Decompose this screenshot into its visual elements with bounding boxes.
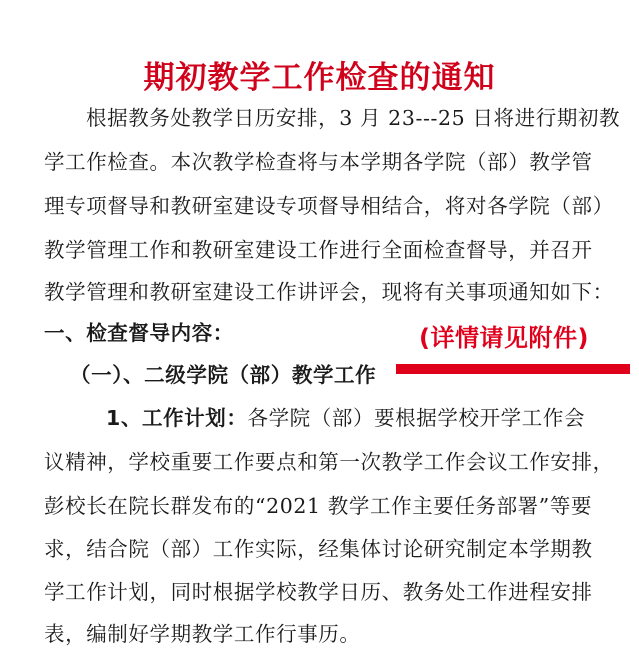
detail-note-banner: (详情请见附件) <box>398 318 610 358</box>
paragraph-line: 彭校长在院长群发布的“2021 教学工作主要任务部署”等要 <box>44 494 593 518</box>
subsection-heading: （一）、二级学院（部）教学工作 <box>70 363 377 387</box>
paragraph-line: 学工作计划，同时根据学校教学日历、教务处工作进程安排 <box>44 580 593 604</box>
paragraph-line: 根据教务处教学日历安排，3 月 23---25 日将进行期初教 <box>86 106 621 130</box>
item-first-line <box>106 401 585 431</box>
paragraph-line: 理专项督导和教研室建设专项督导相结合，将对各学院（部） <box>44 194 614 218</box>
section-heading: 一、检查督导内容： <box>44 321 234 345</box>
item-label: 1、工作计划： <box>106 406 248 430</box>
paragraph-line: 表，编制好学期教学工作行事历。 <box>44 622 361 646</box>
document-title: 期初教学工作检查的通知 <box>143 60 496 96</box>
paragraph-line: 议精神，学校重要工作要点和第一次教学工作会议工作安排， <box>44 450 614 474</box>
paragraph-line: 学工作检查。本次教学检查将与本学期各学院（部）教学管 <box>44 150 593 174</box>
red-underline-bar <box>396 364 630 374</box>
item-text: 各学院（部）要根据学校开学工作会 <box>247 406 586 430</box>
paragraph-line: 教学管理和教研室建设工作讲评会，现将有关事项通知如下： <box>44 280 614 304</box>
paragraph-line: 教学管理工作和教研室建设工作进行全面检查督导，并召开 <box>44 238 593 262</box>
paragraph-line: 求，结合院（部）工作实际，经集体讨论研究制定本学期教 <box>44 537 593 561</box>
